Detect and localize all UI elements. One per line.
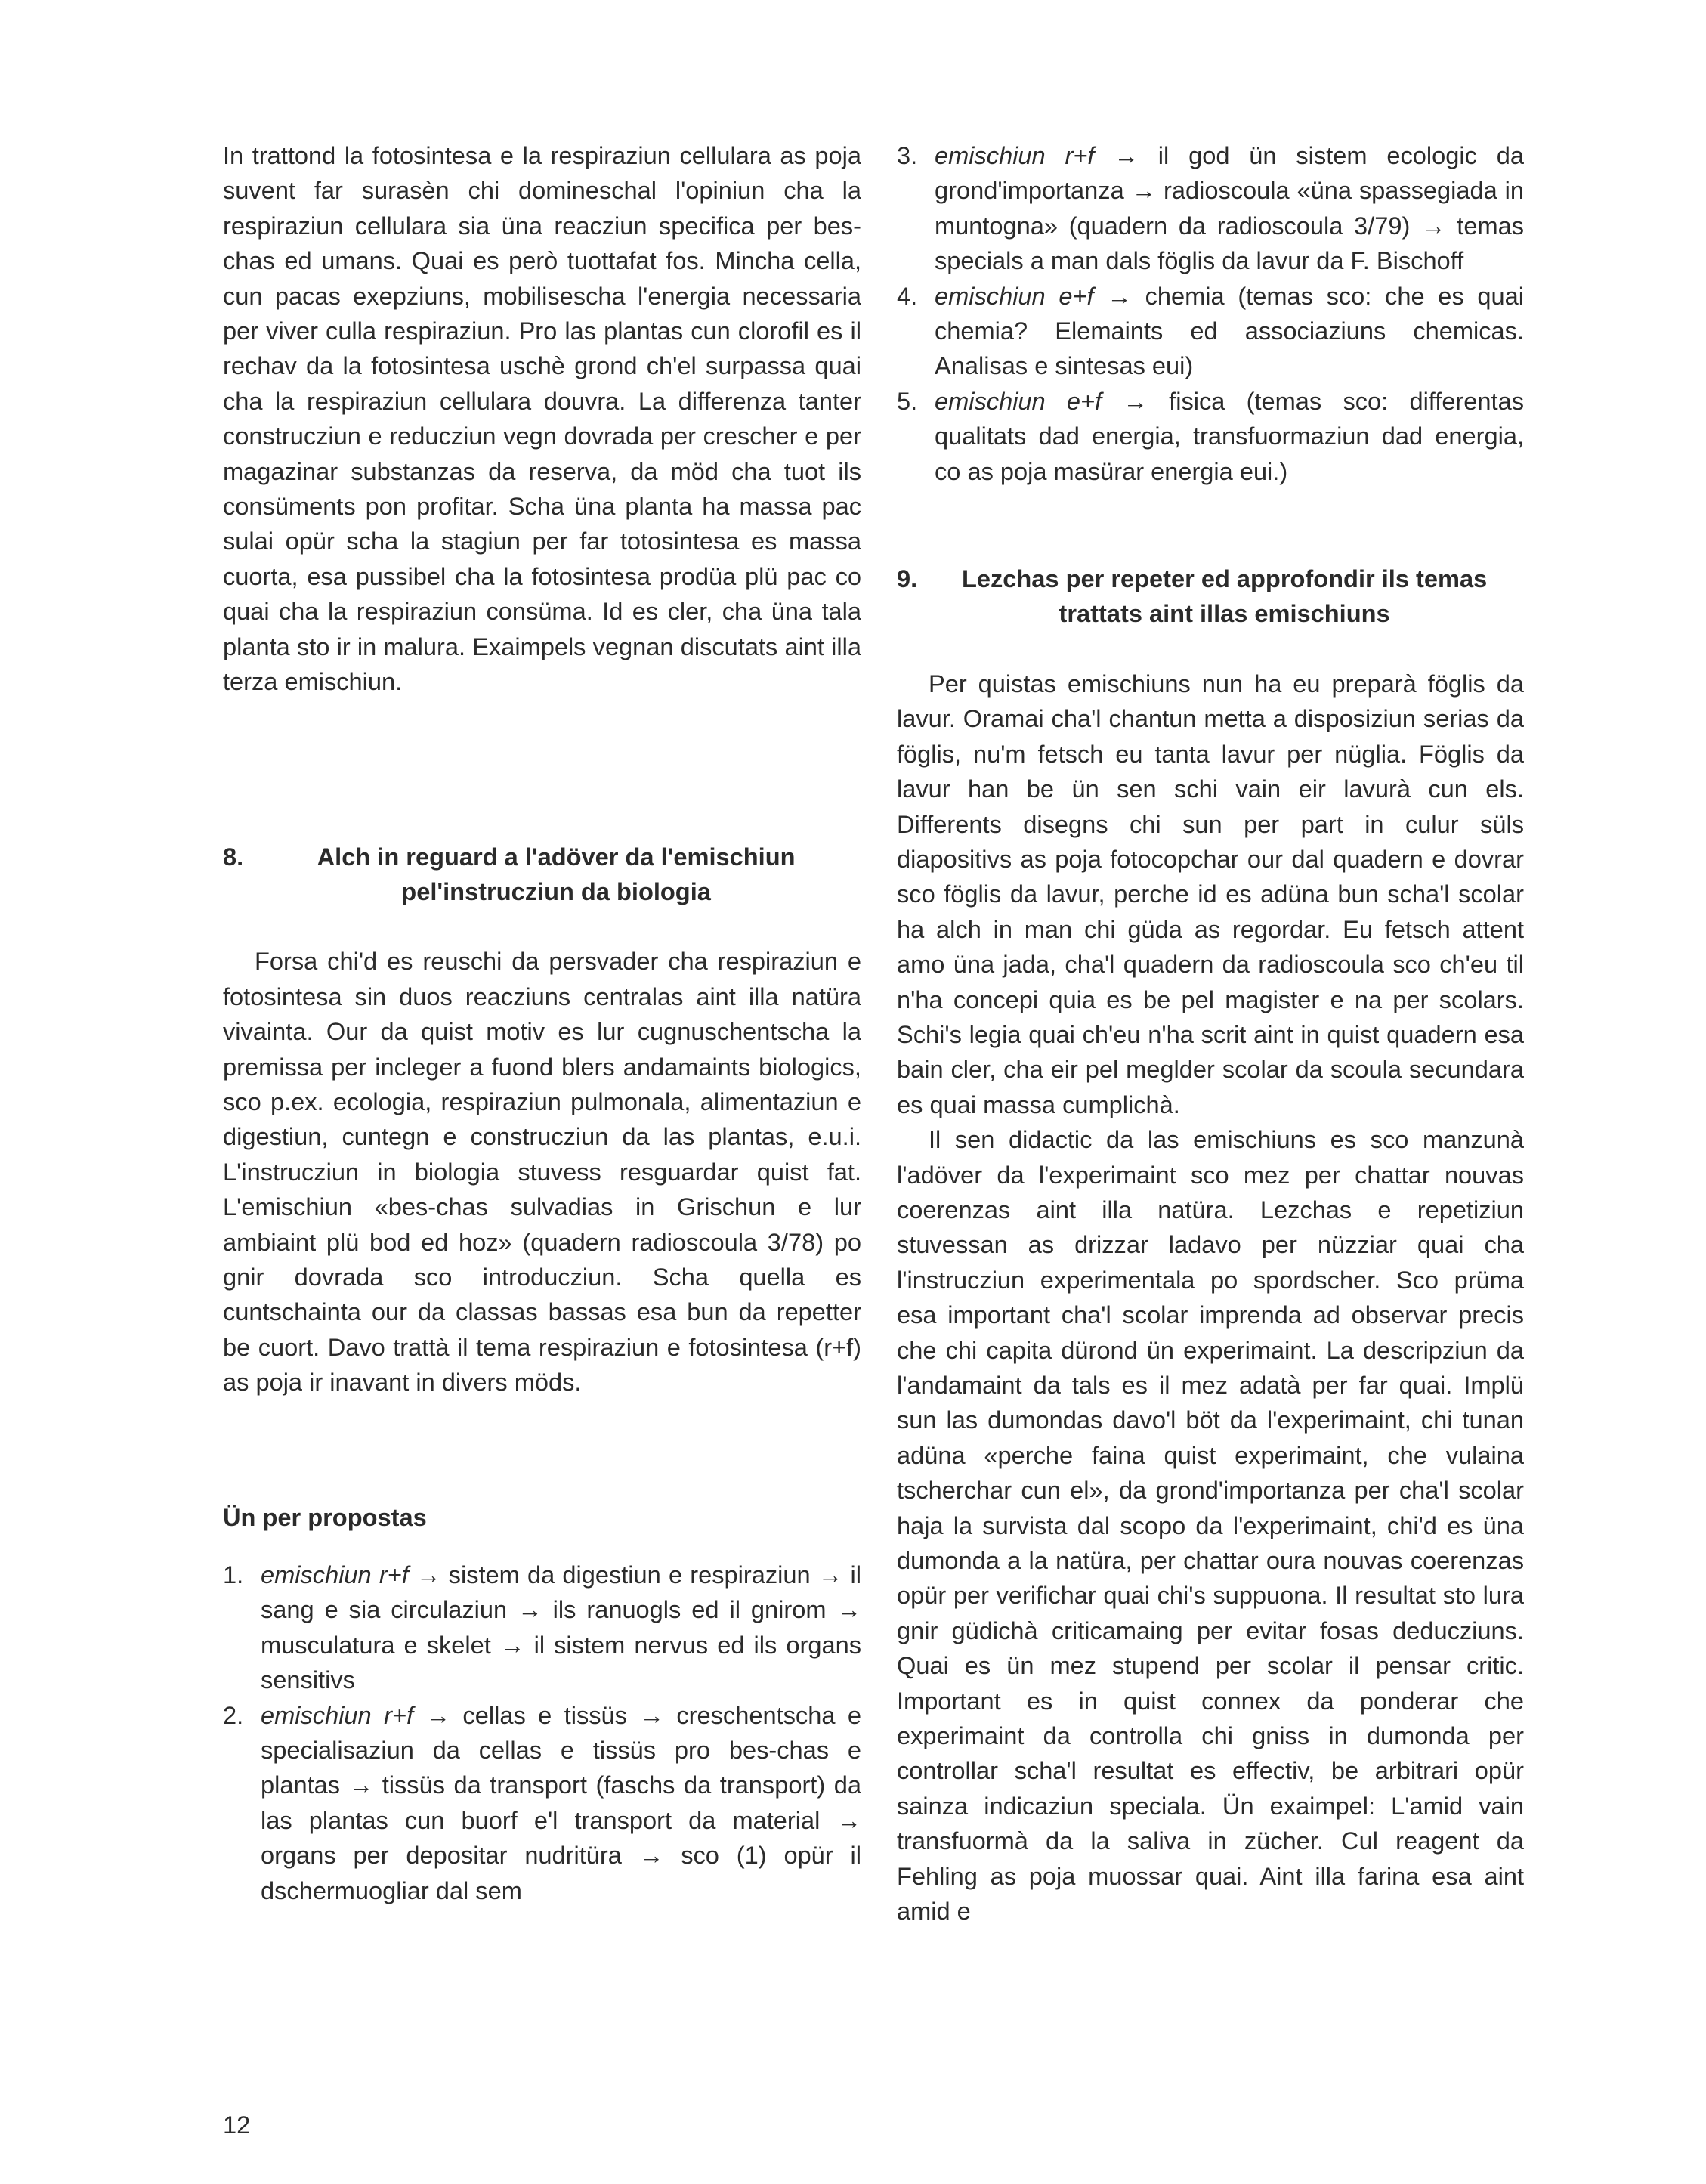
list-item	[897, 279, 1524, 384]
section-title: Alch in reguard a l'adöver da l'emischiun pel'instrucziun da biologia	[317, 842, 796, 905]
list-item	[223, 1698, 861, 1908]
item-body: → il god ün sistem ecologic da grond'importanza → radioscoula «üna spassegiada in muntogna» (quadern da radioscoula 3/79) → temas specials a man dals föglis da lavur da F. Bischoff	[935, 141, 1524, 275]
proposals-heading: Ün per propostas	[223, 1502, 427, 1531]
section-number: 9.	[897, 565, 918, 593]
item-body: → sistem da digestiun e respiraziun → il sang e sia circulaziun → ils ranuogls ed il gnirom → musculatura e skelet → il sistem nervus ed ils organs sensitivs	[261, 1561, 861, 1694]
list-item	[223, 1558, 861, 1698]
section-heading-8	[223, 840, 861, 910]
item-text	[935, 138, 1524, 279]
proposals-list	[223, 1558, 861, 1908]
paragraph: Il sen didactic da las emischiuns es sco manzunà l'adöver da l'experimaint sco mez per chattar nouvas coerenzas aint illa natüra. Lezchas e repetiziun stuvessan as drizzar ladavo per nüzziar quai cha l'instrucziun experimentala po spordscher. Sco prüma esa important cha'l scolar imprenda ad observar precis che chi capita dürond ün experimaint. La descripziun da l'andamaint da tals es il mez adatà per far quai. Implü sun las dumondas davo'l böt da l'experimaint, chi tunan adüna «perche faina quist experimaint, che vulaina tscherchar cun el», da grond'importanza per cha'l scolar haja la survista dal scopo da l'experimaint, chi'd es üna dumonda a la natüra, per chattar oura nouvas coerenzas opür per verifichar quai chi's suppuona. Il resultat sto lura gnir güdichà criticamaing per evitar fosas deducziuns. Quai es ün mez stupend per scolar il pensar critic. Important es in quist connex da ponderar che experimaint da controlla chi gniss in dumonda per controllar scha'l resultat es effectiv, be arbitrari opür sainza indicaziun speciala. Ün exaimpel: L'amid vain transfuormà da la saliva in zücher. Cul reagent da Fehling as poja muossar quai. Aint illa farina esa aint amid e	[897, 1125, 1524, 1926]
section-title: Lezchas per repeter ed approfondir ils temas trattats aint illas emischiuns	[961, 565, 1488, 628]
item-emphasis: emischiun r+f	[261, 1700, 414, 1729]
item-body: → chemia (temas sco: che es quai chemia? Elemaints ed associaziuns chemicas. Analisas e sintesas eui)	[935, 281, 1524, 380]
right-column	[897, 138, 1524, 1929]
item-number: 3.	[897, 141, 918, 169]
item-emphasis: emischiun e+f	[935, 386, 1102, 415]
item-text	[261, 1698, 861, 1908]
list-item	[897, 384, 1524, 489]
item-emphasis: emischiun e+f	[935, 281, 1094, 310]
item-body: → cellas e tissüs → creschentscha e specialisaziun da cellas e tissüs pro bes-chas e plantas → tissüs da transport (faschs da transport) da las plantas cun buorf e'l transport da material → organs per depositar nudritüra → sco (1) opür il dschermuogliar dal sem	[261, 1700, 861, 1904]
page-number: 12	[223, 2111, 251, 2139]
proposals-list-continued	[897, 138, 1524, 489]
section-heading-9	[897, 561, 1524, 632]
item-body: → fisica (temas sco: differentas qualitats dad energia, transfuormaziun dad energia, co as poja masürar energia eui.)	[935, 386, 1524, 485]
list-item	[897, 138, 1524, 279]
item-emphasis: emischiun r+f	[261, 1561, 409, 1589]
paragraph: Per quistas emischiuns nun ha eu preparà föglis da lavur. Oramai cha'l chantun metta a disposiziun serias da föglis, nu'm fetsch eu tanta lavur per nüglia. Föglis da lavur han be ün sen schi vain eir lavurà cun els. Differents disegns chi sun per part in culur süls diapositivs as poja fotocopchar our dal quadern e dovrar sco föglis da lavur, perche id es adüna bun scha'l scolar ha alch in man chi güda as regordar. Eu fetsch attent amo üna jada, cha'l quadern da radioscoula sco ch'eu til n'ha concepi quia es be pel magister e na per scolars. Schi's legia quai ch'eu n'ha scrit aint in quist quadern esa bain cler, cha eir pel meglder scolar da scoula secundara es quai massa cumplichà.	[897, 669, 1524, 1118]
section-number: 8.	[223, 842, 244, 871]
item-text	[261, 1558, 861, 1698]
item-number: 4.	[897, 281, 918, 310]
item-number: 2.	[223, 1700, 244, 1729]
paragraph: In trattond la fotosintesa e la respiraziun cellulara as poja suvent far surasèn chi domineschal l'opiniun cha la respiraziun cellulara sia üna reacziun specifica per bes-chas ed umans. Quai es però tuottafat fos. Mincha cella, cun pacas exepziuns, mobilisescha l'energia necessaria per viver culla respiraziun. Pro las plantas cun clorofil es il rechav da la fotosintesa uschè grond ch'el surpassa quai cha la respiraziun cellulara douvra. La differenza tanter construcziun e reducziun vegn dovrada per crescher e per magazinar substanzas da reserva, da möd cha tuot ils consüments pon profitar. Scha üna planta ha massa pac sulai opür scha la stagiun per far totosintesa es massa cuorta, esa pussibel cha la fotosintesa prodüa plü pac co quai cha la respiraziun consüma. Id es cler, cha üna tala planta sto ir in malura. Exaimpels vegnan discutats aint illa terza emischiun.	[223, 141, 861, 696]
item-number: 1.	[223, 1561, 244, 1589]
item-text	[935, 384, 1524, 489]
item-number: 5.	[897, 386, 918, 415]
item-emphasis: emischiun r+f	[935, 141, 1095, 169]
left-column	[223, 138, 861, 1908]
item-text	[935, 279, 1524, 384]
paragraph: Forsa chi'd es reuschi da persvader cha respiraziun e fotosintesa sin duos reacziuns centralas aint illa natüra vivainta. Our da quist motiv es lur cugnuschentscha la premissa per incleger a fuond blers andamaints biologics, sco p.ex. ecologia, respiraziun pulmonala, alimentaziun e digestiun, cuntegn e construcziun da las plantas, e.u.i. L'instrucziun in biologia stuvess resguardar quist fat. L'emischiun «bes-chas sulvadias in Grischun e lur ambiaint plü bod ed hoz» (quadern radioscoula 3/78) po gnir dovrada sco introducziun. Scha quella es cuntschainta our da classas bassas esa bun da repetter be cuort. Davo trattà il tema respiraziun e fotosintesa (r+f) as poja ir inavant in divers möds.	[223, 947, 861, 1397]
